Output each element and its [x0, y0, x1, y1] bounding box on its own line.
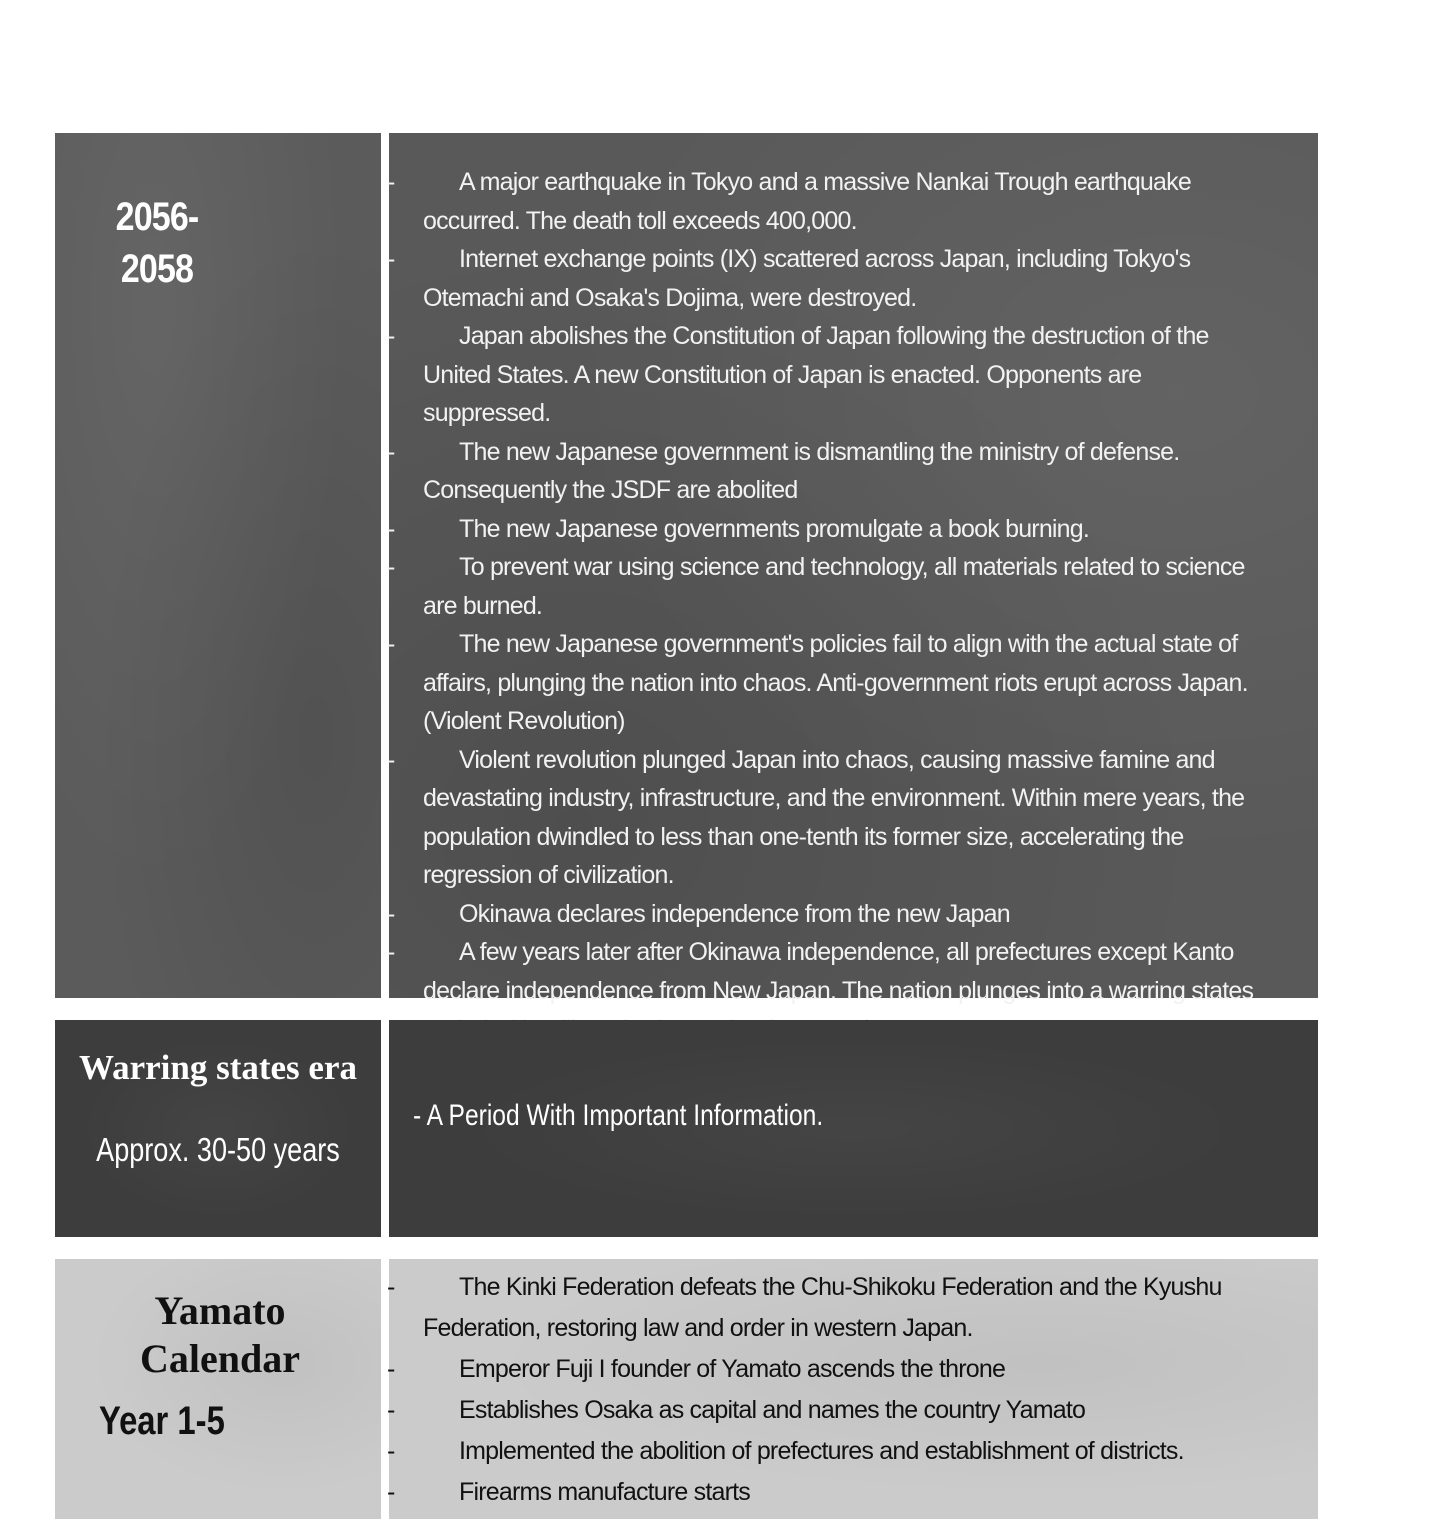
- event-item: - The new Japanese government is dismantling the ministry of defense. Consequently the JSDF are abolited: [423, 433, 1273, 510]
- calendar-cell: [55, 1259, 381, 1519]
- event-item: - Firearms manufacture starts: [423, 1472, 1283, 1513]
- event-item: - Emperor Fuji I founder of Yamato ascends the throne: [423, 1349, 1283, 1390]
- timeline-row-yamato-calendar: [55, 1259, 1318, 1519]
- event-item: - To prevent war using science and technology, all materials related to science are burned.: [423, 548, 1273, 625]
- event-item: - Japan abolishes the Constitution of Japan following the destruction of the United States. A new Constitution of Japan is enacted. Opponents are suppressed.: [423, 317, 1273, 433]
- event-item: - Establishes Osaka as capital and names the country Yamato: [423, 1390, 1283, 1431]
- era-info-cell: [389, 1020, 1318, 1237]
- events-cell: [389, 133, 1318, 1005]
- event-item: - Implemented the abolition of prefectures and establishment of districts.: [423, 1431, 1283, 1472]
- calendar-events-cell: [389, 1259, 1318, 1519]
- period-cell: [55, 133, 381, 998]
- era-cell: [55, 1020, 381, 1237]
- timeline-row-warring-states: [55, 1020, 1318, 1237]
- event-item: - Internet exchange points (IX) scattered across Japan, including Tokyo's Otemachi and Osaka's Dojima, were destroyed.: [423, 240, 1273, 317]
- event-item: - The new Japanese governments promulgate a book burning.: [423, 510, 1273, 549]
- event-item: - Violent revolution plunged Japan into chaos, causing massive famine and devastating industry, infrastructure, and the environment. Within mere years, the population dwindled to less than one-tenth its former size, accelerating the regression of civilization.: [423, 741, 1273, 895]
- event-item: - The Kinki Federation defeats the Chu-Shikoku Federation and the Kyushu Federation, restoring law and order in western Japan.: [423, 1267, 1283, 1349]
- period-label: 2056- 2058: [115, 195, 199, 291]
- calendar-year: Year 1-5: [99, 1399, 225, 1443]
- calendar-title: Yamato Calendar: [140, 1288, 300, 1381]
- event-item: - Okinawa declares independence from the new Japan: [423, 895, 1273, 934]
- event-item: - A major earthquake in Tokyo and a massive Nankai Trough earthquake occurred. The death toll exceeds 400,000.: [423, 163, 1273, 240]
- event-item: - The new Japanese government's policies fail to align with the actual state of affairs, plunging the nation into chaos. Anti-government riots erupt across Japan. (Violent Revolution): [423, 625, 1273, 741]
- era-info-text: - A Period With Important Information.: [413, 1099, 824, 1132]
- event-item: - A few years later after Okinawa independence, all prefectures except Kanto declare independence from New Japan. The nation plunges into a warring states: [423, 933, 1273, 1049]
- era-title: Warring states era: [79, 1048, 357, 1087]
- events-list: [423, 163, 1273, 1049]
- calendar-events-list: [423, 1267, 1283, 1513]
- era-duration: Approx. 30-50 years: [96, 1131, 340, 1168]
- timeline-row-2056-2058: [55, 133, 1318, 1005]
